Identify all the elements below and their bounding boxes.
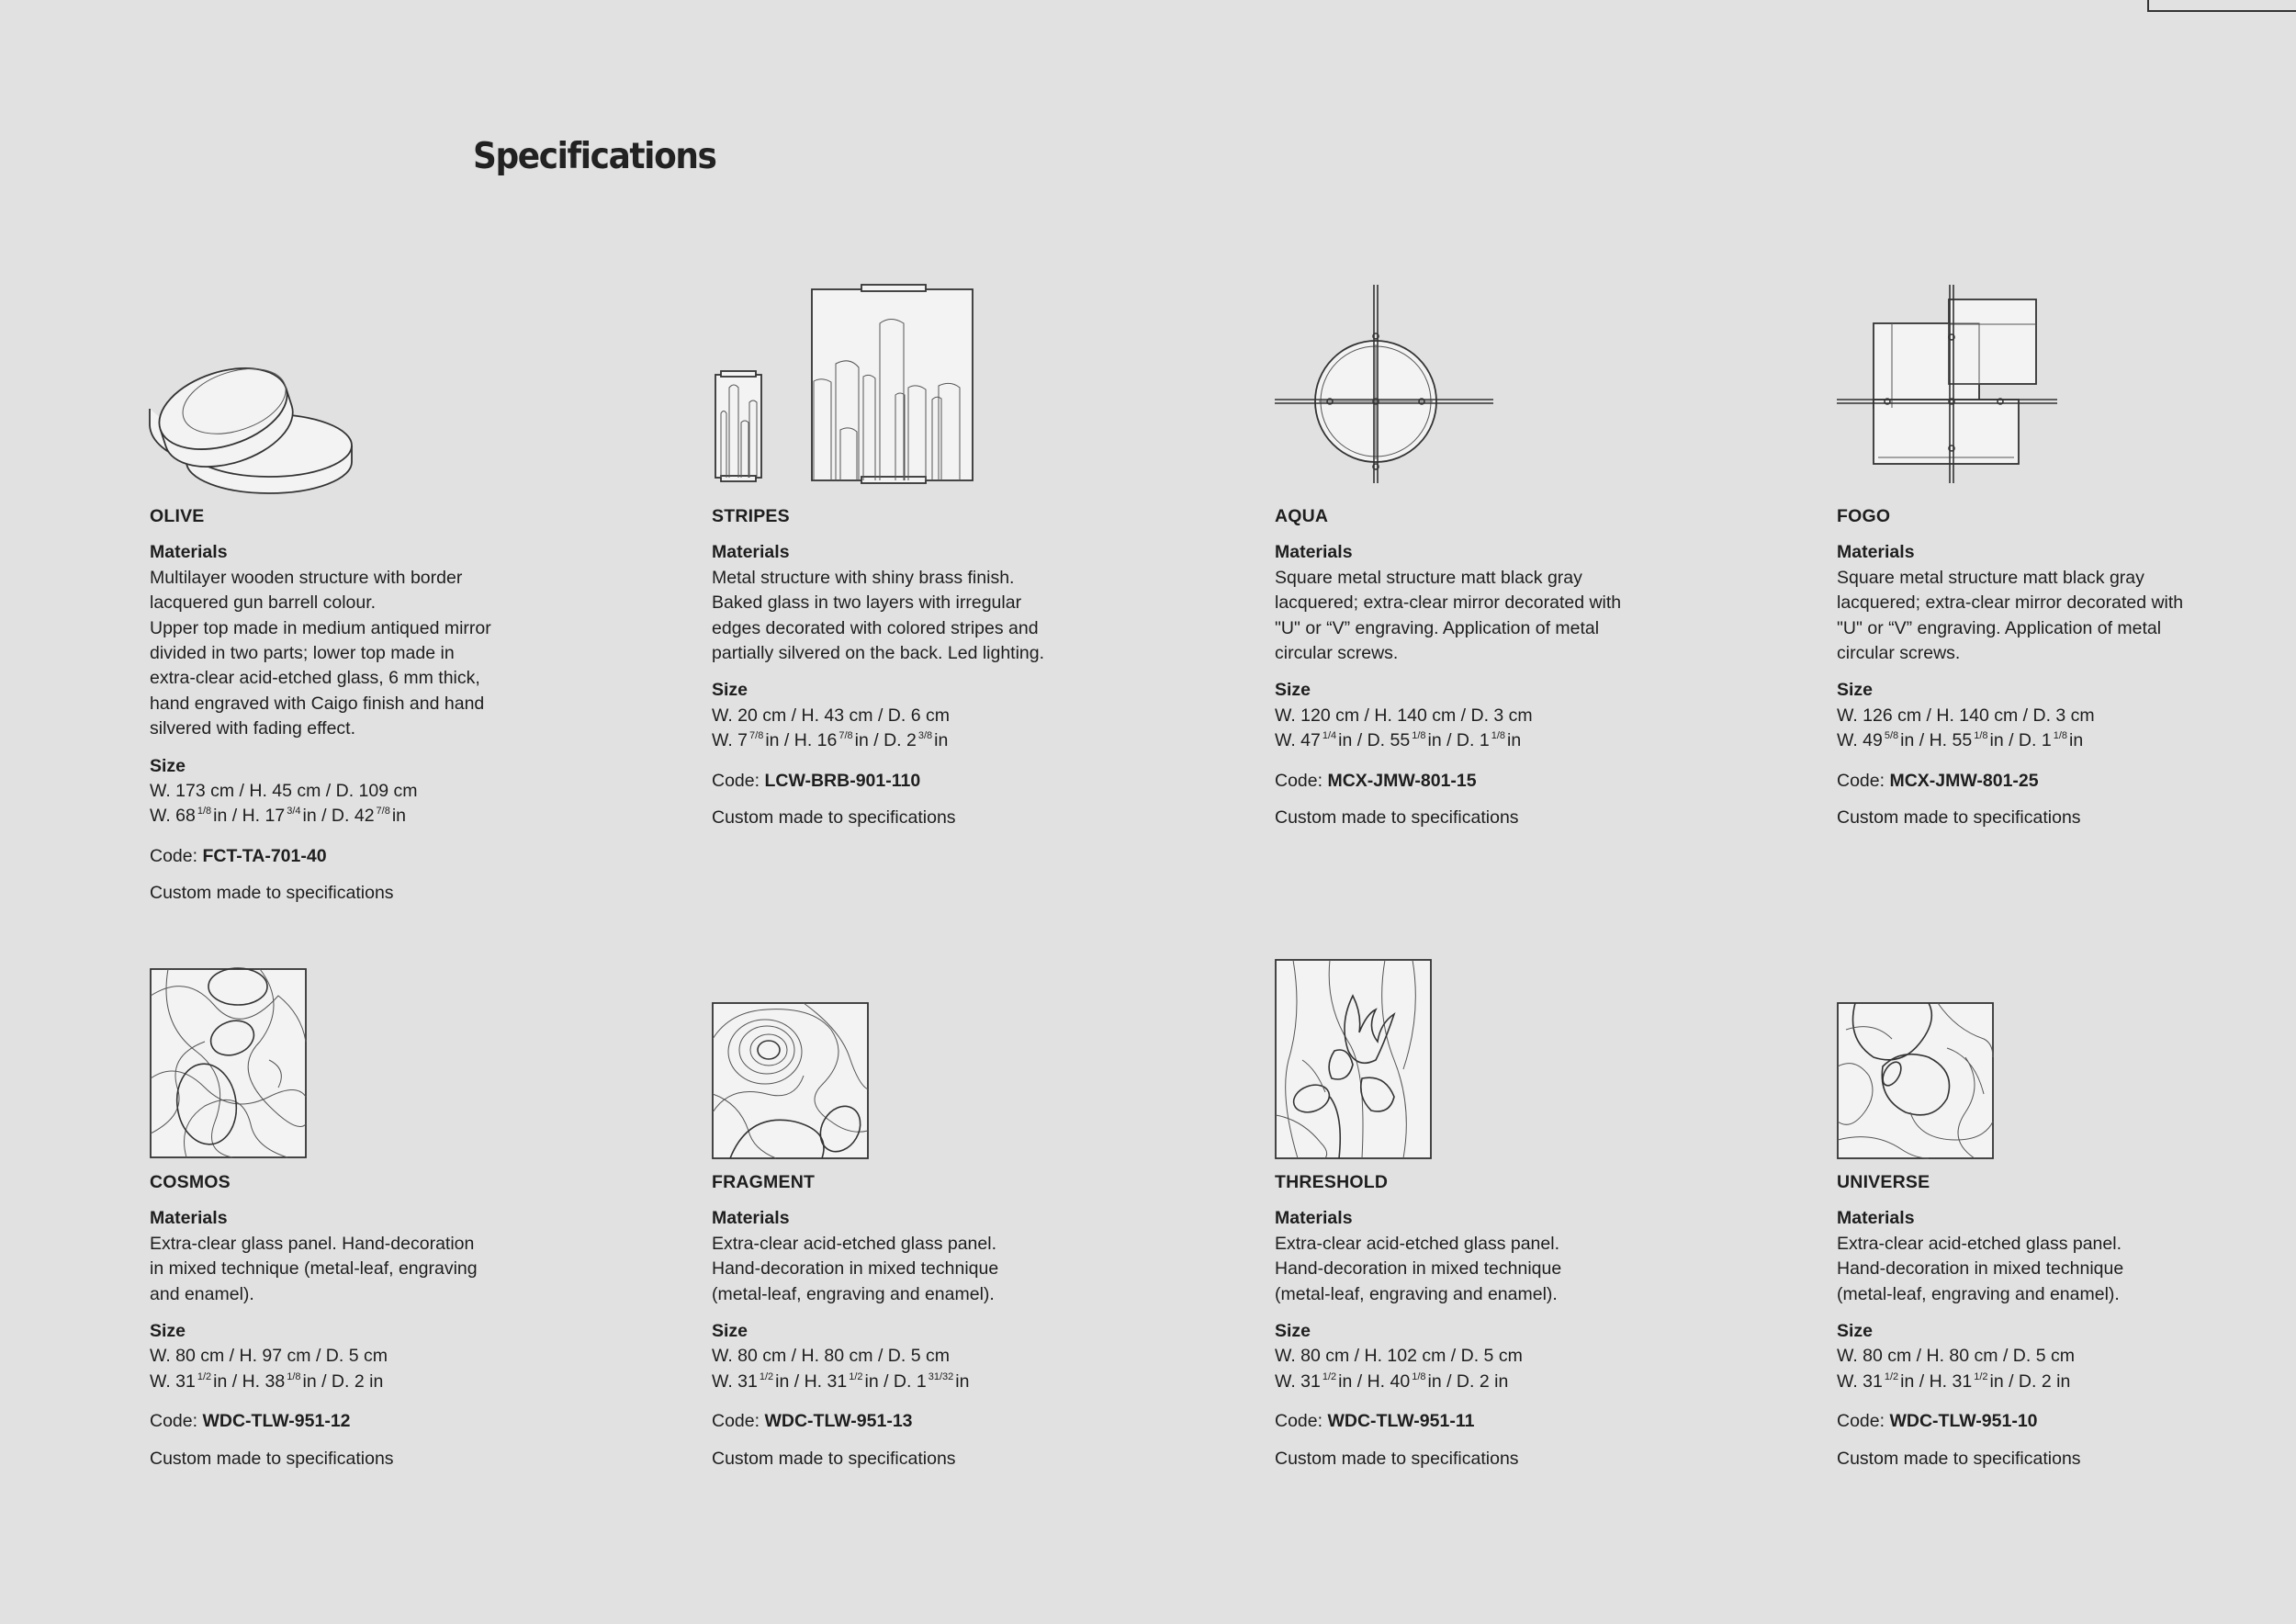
materials-label: Materials	[1275, 1208, 1353, 1229]
size-cm: W. 20 cm / H. 43 cm / D. 6 cm	[712, 705, 950, 726]
custom-note: Custom made to specifications	[1837, 807, 2081, 829]
materials-label: Materials	[1837, 1208, 1915, 1229]
olive-table-illustration	[150, 344, 388, 491]
product-code: Code: WDC-TLW-951-12	[150, 1411, 351, 1432]
materials-label: Materials	[150, 542, 228, 563]
fogo-mirror-illustration	[1837, 285, 2062, 487]
cosmos-panel-illustration	[150, 968, 308, 1158]
product-name: STRIPES	[712, 506, 790, 526]
product-code: Code: WDC-TLW-951-10	[1837, 1411, 2038, 1432]
custom-note: Custom made to specifications	[1275, 1448, 1519, 1469]
custom-note: Custom made to specifications	[150, 1448, 394, 1469]
size-label: Size	[712, 680, 748, 701]
product-code: Code: MCX-JMW-801-15	[1275, 770, 1477, 791]
size-in: W. 31 $^{1/2}$ in / H. 40 $^{1/8}$ in / D. 2 in	[1275, 1370, 1509, 1392]
size-in: W. 31 $^{1/2}$ in / H. 31 $^{1/2}$ in / D. 2 in	[1837, 1370, 2071, 1392]
size-cm: W. 80 cm / H. 97 cm / D. 5 cm	[150, 1346, 388, 1367]
materials-text: Extra-clear glass panel. Hand-decoration in mixed technique (metal-leaf, engraving and enamel).	[150, 1233, 478, 1304]
size-cm: W. 80 cm / H. 80 cm / D. 5 cm	[712, 1346, 950, 1367]
custom-note: Custom made to specifications	[712, 1448, 956, 1469]
materials-text: Extra-clear acid-etched glass panel. Hand-decoration in mixed technique (metal-leaf, engraving and enamel).	[712, 1233, 999, 1304]
size-in: W. 7 $^{7/8}$ in / H. 16 $^{7/8}$ in / D. 2 $^{3/8}$ in	[712, 730, 949, 751]
size-in: W. 47 $^{1/4}$ in / D. 55 $^{1/8}$ in / D. 1 $^{1/8}$ in	[1275, 730, 1522, 751]
product-name: AQUA	[1275, 506, 1329, 526]
materials-text: Multilayer wooden structure with border lacquered gun barrell colour. Upper top made in medium antiqued mirror divided in two parts; lower top made in extra-clear acid-etched glass, 6 mm thick, hand engraved with Caigo finish and hand silvered with fading effect.	[150, 567, 491, 739]
page-title: Specifications	[473, 136, 716, 177]
custom-note: Custom made to specifications	[1837, 1448, 2081, 1469]
materials-text: Extra-clear acid-etched glass panel. Hand-decoration in mixed technique (metal-leaf, engraving and enamel).	[1837, 1233, 2124, 1304]
custom-note: Custom made to specifications	[712, 807, 956, 829]
universe-panel-illustration	[1837, 1002, 1995, 1160]
materials-label: Materials	[1837, 542, 1915, 563]
product-name: COSMOS	[150, 1172, 231, 1192]
product-name: OLIVE	[150, 506, 205, 526]
aqua-mirror-illustration	[1275, 285, 1500, 487]
product-name: THRESHOLD	[1275, 1172, 1389, 1192]
custom-note: Custom made to specifications	[150, 883, 394, 904]
product-name: FOGO	[1837, 506, 1891, 526]
size-in: W. 68 $^{1/8}$ in / H. 17 $^{3/4}$ in / D. 42 $^{7/8}$ in	[150, 806, 407, 827]
size-label: Size	[150, 755, 186, 776]
product-name: UNIVERSE	[1837, 1172, 1930, 1192]
custom-note: Custom made to specifications	[1275, 807, 1519, 829]
size-label: Size	[1275, 680, 1311, 701]
fragment-panel-illustration	[712, 1002, 870, 1160]
product-code: Code: WDC-TLW-951-13	[712, 1411, 913, 1432]
product-code: Code: MCX-JMW-801-25	[1837, 770, 2039, 791]
materials-text: Extra-clear acid-etched glass panel. Hand-decoration in mixed technique (metal-leaf, engraving and enamel).	[1275, 1233, 1562, 1304]
materials-text: Square metal structure matt black gray lacquered; extra-clear mirror decorated with "U" or “V” engraving. Application of metal circular screws.	[1275, 567, 1622, 664]
size-label: Size	[1837, 1321, 1874, 1342]
threshold-panel-illustration	[1275, 959, 1433, 1159]
product-code: Code: FCT-TA-701-40	[150, 845, 327, 866]
materials-text: Square metal structure matt black gray lacquered; extra-clear mirror decorated with "U" or “V” engraving. Application of metal circular screws.	[1837, 567, 2184, 664]
size-cm: W. 120 cm / H. 140 cm / D. 3 cm	[1275, 705, 1533, 726]
size-cm: W. 80 cm / H. 102 cm / D. 5 cm	[1275, 1346, 1523, 1367]
product-code: Code: WDC-TLW-951-11	[1275, 1411, 1475, 1432]
stripes-lamp-illustration	[712, 285, 987, 482]
materials-label: Materials	[1275, 542, 1353, 563]
size-in: W. 31 $^{1/2}$ in / H. 38 $^{1/8}$ in / D. 2 in	[150, 1370, 384, 1392]
size-cm: W. 80 cm / H. 80 cm / D. 5 cm	[1837, 1346, 2075, 1367]
size-label: Size	[712, 1321, 748, 1342]
materials-text: Metal structure with shiny brass finish. Baked glass in two layers with irregular edges decorated with colored stripes and partially silvered on the back. Led lighting.	[712, 567, 1045, 664]
materials-label: Materials	[150, 1208, 228, 1229]
size-label: Size	[150, 1321, 186, 1342]
size-cm: W. 173 cm / H. 45 cm / D. 109 cm	[150, 781, 418, 802]
size-in: W. 31 $^{1/2}$ in / H. 31 $^{1/2}$ in / D. 1 $^{31/32}$ in	[712, 1370, 970, 1392]
materials-label: Materials	[712, 1208, 790, 1229]
size-cm: W. 126 cm / H. 140 cm / D. 3 cm	[1837, 705, 2095, 726]
size-in: W. 49 $^{5/8}$ in / H. 55 $^{1/8}$ in / D. 1 $^{1/8}$ in	[1837, 730, 2084, 751]
size-label: Size	[1837, 680, 1874, 701]
materials-label: Materials	[712, 542, 790, 563]
product-code: Code: LCW-BRB-901-110	[712, 770, 921, 791]
size-label: Size	[1275, 1321, 1311, 1342]
product-name: FRAGMENT	[712, 1172, 816, 1192]
corner-frame	[2147, 0, 2296, 12]
